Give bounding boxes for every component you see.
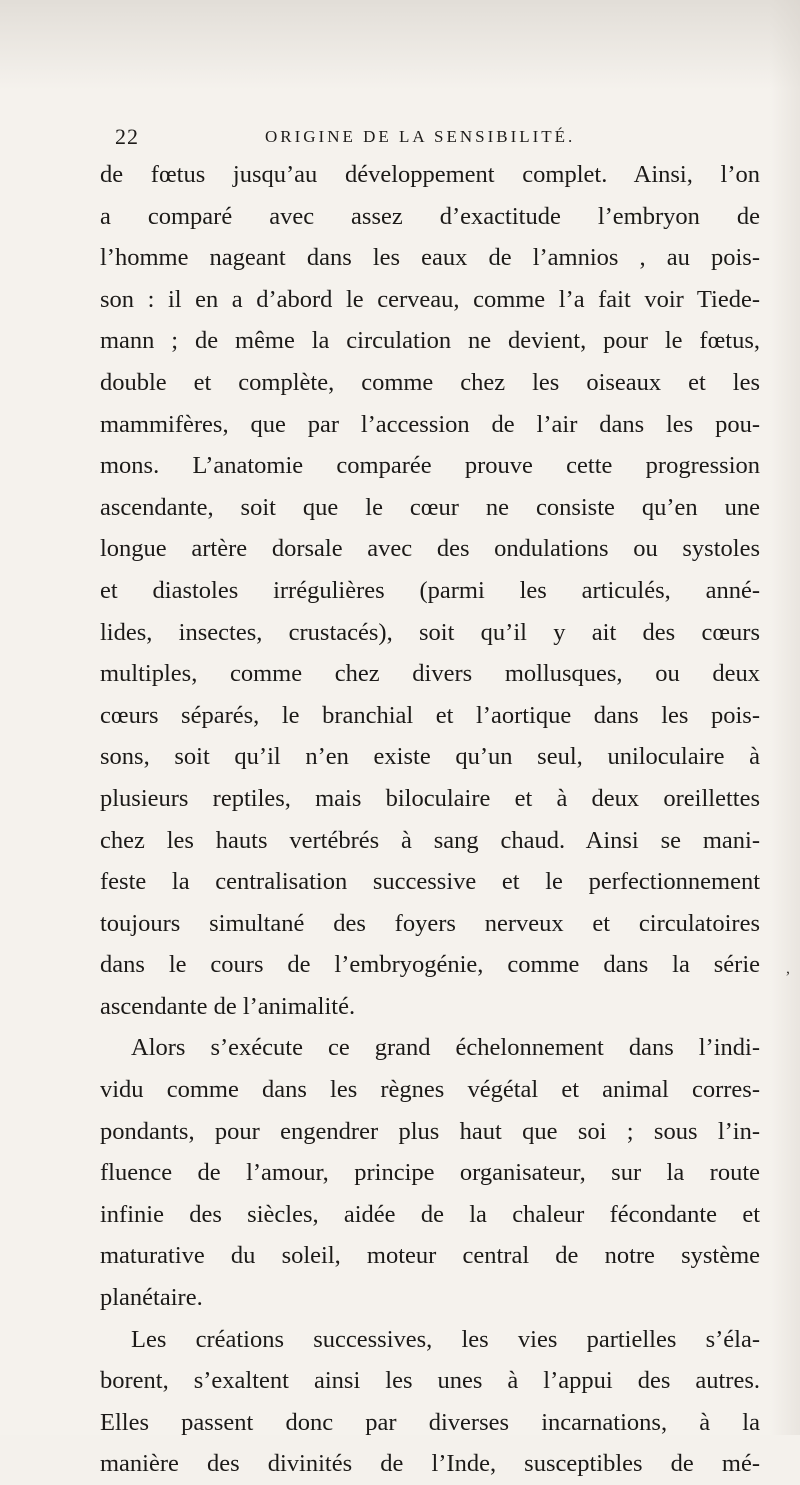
text-line: Elles passent donc par diverses incarnations, à la [100, 1408, 760, 1436]
text-line: cœurs séparés, le branchial et l’aortique dans les pois- [100, 701, 760, 729]
text-line: l’homme nageant dans les eaux de l’amnios , au pois- [100, 244, 760, 272]
text-line: infinie des siècles, aidée de la chaleur fécondante et [100, 1200, 760, 1228]
paragraph-end-line: planétaire. [100, 1284, 203, 1312]
text-line: lides, insectes, crustacés), soit qu’il y ait des cœurs [100, 618, 760, 646]
text-line: de fœtus jusqu’au développement complet. Ainsi, l’on [100, 161, 760, 188]
text-line: double et complète, comme chez les oiseaux et les [100, 368, 760, 396]
text-line: vidu comme dans les règnes végétal et animal corres- [100, 1076, 760, 1104]
text-line: manière des divinités de l’Inde, susceptibles de mé- [100, 1450, 760, 1478]
text-line: feste la centralisation successive et le perfectionnement [100, 868, 760, 896]
body-text [100, 154, 760, 1485]
text-line: chez les hauts vertébrés à sang chaud. Ainsi se mani- [100, 826, 760, 854]
paragraph-start-line: Les créations successives, les vies partielles s’éla- [131, 1325, 760, 1353]
text-line: ascendante, soit que le cœur ne consiste qu’en une [100, 493, 760, 521]
paragraph-start-line: Alors s’exécute ce grand échelonnement dans l’indi- [131, 1034, 760, 1062]
paragraph-end-line: ascendante de l’animalité. [100, 992, 356, 1020]
text-line: fluence de l’amour, principe organisateur, sur la route [100, 1159, 760, 1187]
text-line: maturative du soleil, moteur central de notre système [100, 1242, 760, 1270]
text-line: plusieurs reptiles, mais biloculaire et à deux oreillettes [100, 784, 760, 812]
text-line: son : il en a d’abord le cerveau, comme l’a fait voir Tiede- [100, 285, 760, 313]
text-line: dans le cours de l’embryogénie, comme dans la série [100, 951, 760, 979]
text-line: mons. L’anatomie comparée prouve cette progression [100, 452, 760, 480]
text-line: et diastoles irrégulières (parmi les articulés, anné- [100, 576, 760, 604]
running-head [115, 124, 775, 154]
text-line: mann ; de même la circulation ne devient, pour le fœtus, [100, 327, 760, 355]
text-line: longue artère dorsale avec des ondulations ou systoles [100, 535, 760, 563]
text-line: pondants, pour engendrer plus haut que soi ; sous l’in- [100, 1117, 760, 1145]
text-line: a comparé avec assez d’exactitude l’embryon de [100, 202, 760, 230]
page-number: 22 [115, 124, 139, 149]
text-line: multiples, comme chez divers mollusques, ou deux [100, 660, 760, 688]
running-title: ORIGINE DE LA SENSIBILITÉ. [265, 127, 576, 146]
text-line: sons, soit qu’il n’en existe qu’un seul, uniloculaire à [100, 743, 760, 771]
margin-mark: , [786, 960, 790, 977]
text-line: toujours simultané des foyers nerveux et circulatoires [100, 909, 760, 937]
text-line: mammifères, que par l’accession de l’air dans les pou- [100, 410, 760, 438]
text-line: borent, s’exaltent ainsi les unes à l’appui des autres. [100, 1367, 760, 1395]
